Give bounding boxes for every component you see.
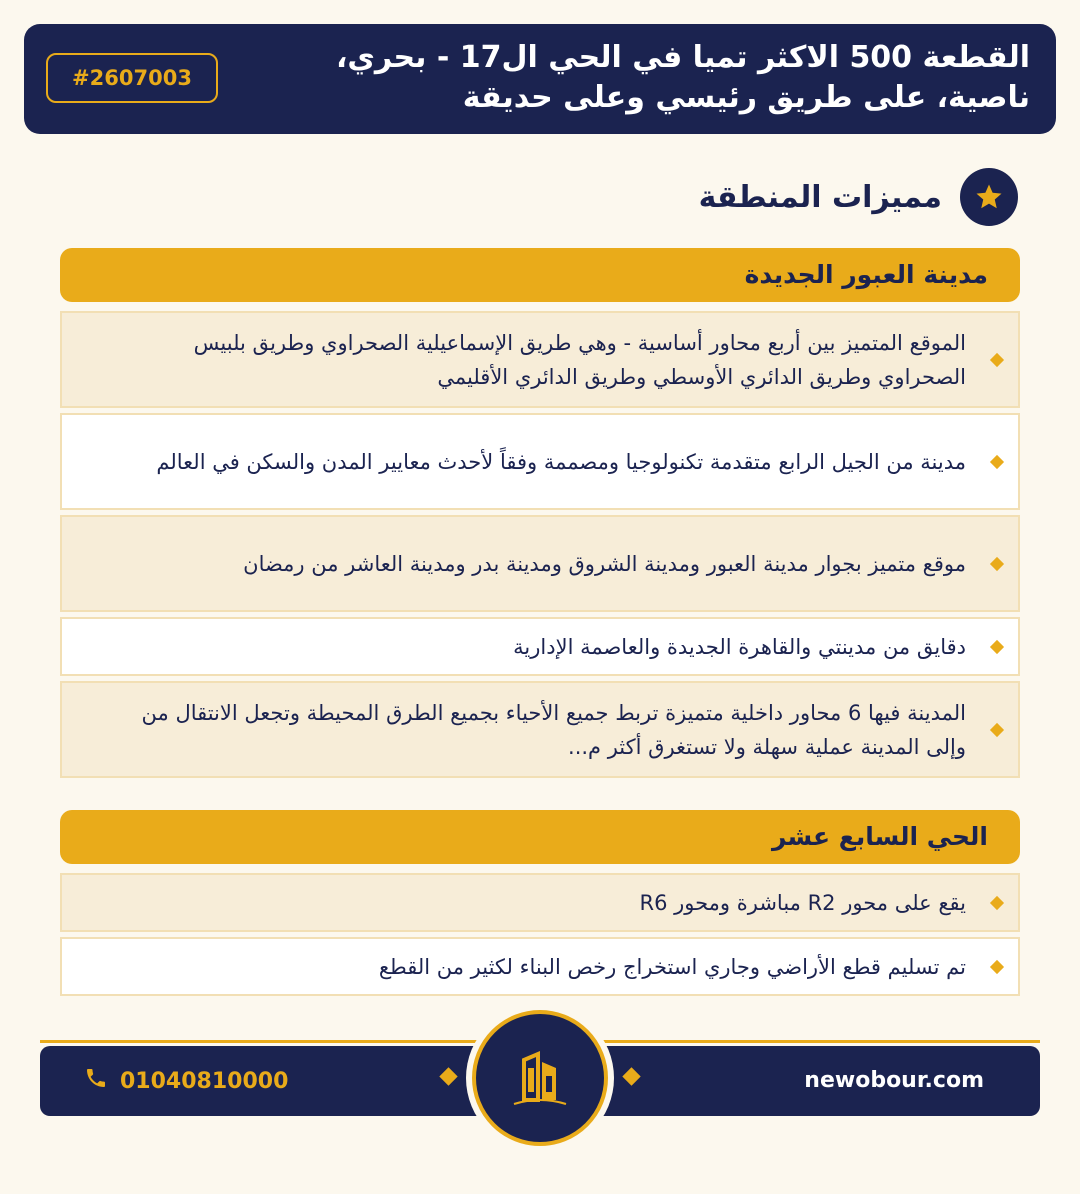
diamond-bullet-icon [990,352,1004,366]
list-item-text: يقع على محور R2 مباشرة ومحور R6 [639,890,966,915]
diamond-bullet-icon [990,556,1004,570]
list-item [60,311,1020,408]
list-item-text: تم تسليم قطع الأراضي وجاري استخراج رخص البناء لكثير من القطع [378,954,966,979]
listing-code-badge: #2607003 [46,53,218,103]
list-item [60,937,1020,996]
phone-contact[interactable] [84,1046,288,1116]
star-icon [960,168,1018,226]
listing-title: القطعة 500 الاكثر تميا في الحي ال17 - بحري، ناصية، على طريق رئيسي وعلى حديقة [335,40,1030,115]
building-logo-icon [472,1010,608,1146]
list-item-text: موقع متميز بجوار مدينة العبور ومدينة الشروق ومدينة بدر ومدينة العاشر من رمضان [243,551,966,576]
diamond-bullet-icon [990,959,1004,973]
group-title-district-17: الحي السابع عشر [60,810,1020,864]
phone-number: 01040810000 [120,1068,289,1094]
list-item [60,873,1020,932]
diamond-bullet-icon [990,454,1004,468]
list-item [60,413,1020,510]
list-item-text: المدينة فيها 6 محاور داخلية متميزة تربط جميع الأحياء بجميع الطرق المحيطة وتجعل الانتقال من وإلى المدينة عملية سهلة ولا تستغرق أكثر م... [141,700,966,759]
list-item [60,617,1020,676]
section-title: مميزات المنطقة [698,179,942,215]
list-item [60,515,1020,612]
diamond-bullet-icon [990,895,1004,909]
list-item [60,681,1020,778]
phone-icon [84,1066,108,1096]
group-title-obour: مدينة العبور الجديدة [60,248,1020,302]
website-link[interactable]: newobour.com [804,1068,984,1093]
diamond-bullet-icon [990,722,1004,736]
diamond-bullet-icon [990,639,1004,653]
list-item-text: دقايق من مدينتي والقاهرة الجديدة والعاصمة الإدارية [513,634,966,659]
header-banner [24,24,1056,134]
list-item-text: مدينة من الجيل الرابع متقدمة تكنولوجيا ومصممة وفقاً لأحدث معايير المدن والسكن في العالم [156,449,966,474]
list-item-text: الموقع المتميز بين أربع محاور أساسية - وهي طريق الإسماعيلية الصحراوي وطريق بلبيس الصحراوي وطريق الدائري الأوسطي وطريق الدائري الأقليمي [193,330,966,389]
section-heading [699,168,1018,226]
